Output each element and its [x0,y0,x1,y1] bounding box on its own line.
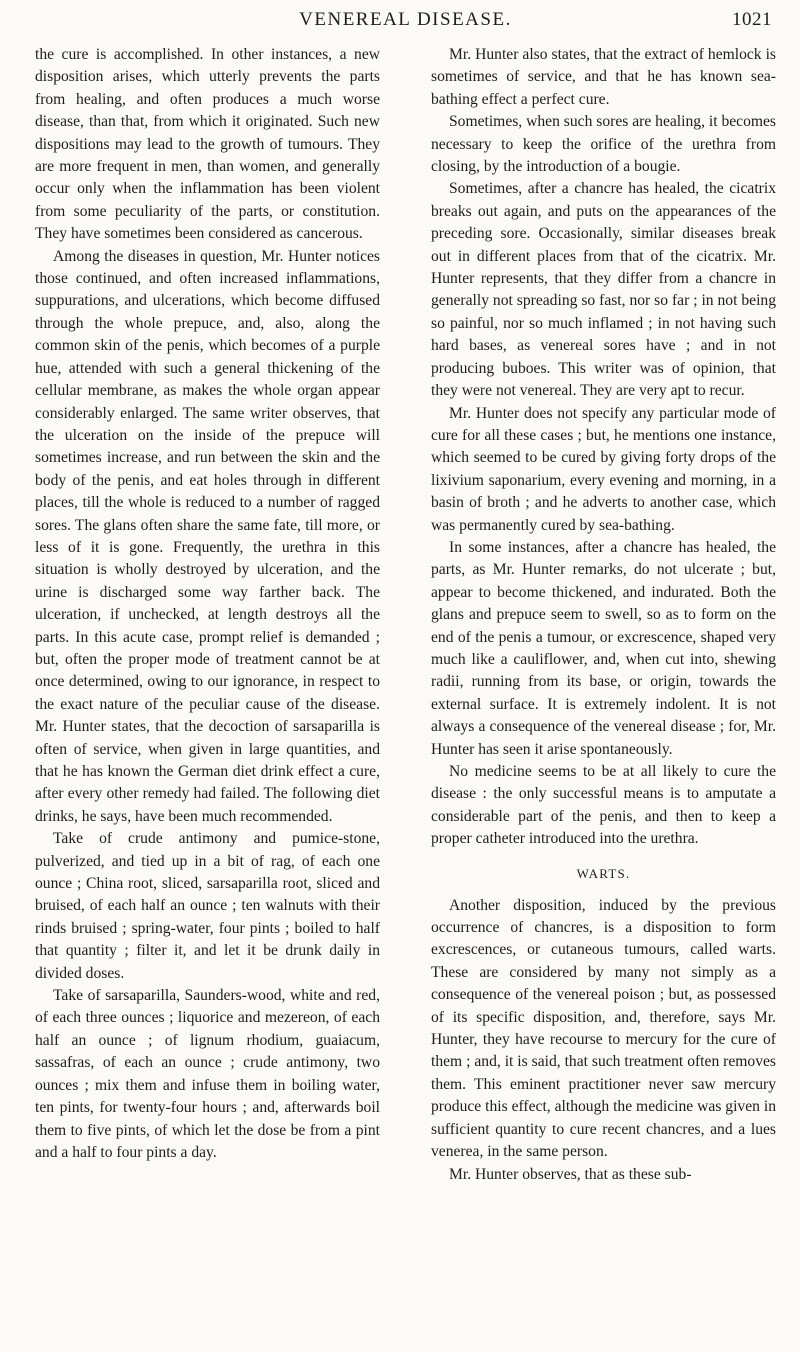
paragraph: Take of sarsaparilla, Saunders-wood, white and red, of each three ounces ; liquorice and mezereon, of each half an ounce ; of lignum rhodium, guaiacum, sassafras, of each an ounce ; crude antimony, two ounces ; mix them and infuse them in boiling water, ten pints, for twenty-four hours ; and, afterwards boil them to five pints, of which let the dose be from a pint and a half to four pints a day. [35,987,380,1161]
left-column [35,44,380,1186]
paragraph: Take of crude antimony and pumice-stone, pulverized, and tied up in a bit of rag, of each one ounce ; China root, sliced, sarsaparilla root, sliced and bruised, of each half an ounce ; ten walnuts with their rinds bruised ; spring-water, four pints ; boiled to half that quantity ; filter it, and let it be drunk daily in divided doses. [35,830,380,982]
paragraph: Another disposition, induced by the previous occurrence of chancres, is a disposition to form excrescences, or cutaneous tumours, called warts. These are considered by many not simply as a consequence of the venereal poison ; but, as possessed of its specific disposition, and, therefore, says Mr. Hunter, they have recourse to mercury for the cure of them ; and, it is said, that such treatment often removes them. This eminent practitioner never saw mercury produce this effect, although the medicine was given in sufficient quantity to cure recent chancres, and a lues venerea, in the same person. [431,896,776,1161]
page-number: 1021 [732,9,772,30]
paragraph: Among the diseases in question, Mr. Hunter notices those continued, and often increased inflammations, suppurations, and ulcerations, which become diffused through the whole prepuce, and, also, along the common skin of the penis, which becomes of a purple hue, attended with such a general thickening of the cellular membrane, as makes the whole organ appear considerably enlarged. The same writer observes, that the ulceration on the inside of the prepuce will sometimes increase, and run between the skin and the body of the penis, and eat holes through in different places, till the whole is reduced to a number of ragged sores. The glans often share the same fate, till more, or less of it is gone. Frequently, the urethra in this situation is wholly destroyed by ulceration, and the urine is discharged some way farther back. The ulceration, if unchecked, at length destroys all the parts. In this acute case, prompt relief is demanded ; but, often the proper mode of treatment cannot be at once determined, owing to our ignorance, in respect to the exact nature of the peculiar cause of the disease. Mr. Hunter states, that the decoction of sarsaparilla is often of service, when given in large quantities, and that he has known the German diet drink effect a cure, after every other remedy had failed. The following diet drinks, he says, have been much recommended. [35,247,380,825]
text-columns [35,44,776,1186]
right-column [431,44,776,1186]
paragraph: Sometimes, after a chancre has healed, the cicatrix breaks out again, and puts on the appearances of the preceding sore. Occasionally, similar diseases break out in different places from that of the cicatrix. Mr. Hunter represents, that they differ from a chancre in generally not spreading so fast, nor so far ; in not being so painful, nor so much inflamed ; in not having such hard bases, as venereal sores have ; and in not producing buboes. This writer was of opinion, that they were not venereal. They are very apt to recur. [431,180,776,400]
section-heading: WARTS. [576,865,631,881]
paragraph: Mr. Hunter does not specify any particular mode of cure for all these cases ; but, he mentions one instance, which seemed to be cured by giving forty drops of the lixivium saponarium, every evening and morning, in a basin of broth ; and he adverts to another case, which was permanently cured by sea-bathing. [431,404,776,534]
running-title: VENEREAL DISEASE. [299,9,512,30]
paragraph: No medicine seems to be at all likely to cure the disease : the only successful means is to amputate a considerable part of the penis, and then to keep a proper catheter introduced into the urethra. [431,763,776,848]
paragraph: the cure is accomplished. In other instances, a new disposition arises, which utterly prevents the parts from healing, and often produces a much worse disease, than that, from which it originated. Such new dispositions may lead to the growth of tumours. They are more frequent in men, than women, and generally occur only when the inflammation has been violent from some peculiarity of the parts, or constitution. They have sometimes been considered as cancerous. [35,46,380,243]
paragraph: In some instances, after a chancre has healed, the parts, as Mr. Hunter remarks, do not ulcerate ; but, appear to become thickened, and indurated. Both the glans and prepuce seem to swell, so as to form on the end of the penis a tumour, or excrescence, shaped very much like a cauliflower, and, when cut into, shewing radii, running from its base, or origin, towards the external surface. It is extremely indolent. It is not always a consequence of the venereal disease ; for, Mr. Hunter has seen it arise spontaneously. [431,538,776,758]
paragraph: Sometimes, when such sores are healing, it becomes necessary to keep the orifice of the urethra from closing, by the introduction of a bougie. [431,113,776,176]
paragraph: Mr. Hunter also states, that the extract of hemlock is sometimes of service, and that he has known sea-bathing effect a perfect cure. [431,46,776,108]
running-head [35,8,776,32]
paragraph: Mr. Hunter observes, that as these sub- [449,1165,692,1183]
